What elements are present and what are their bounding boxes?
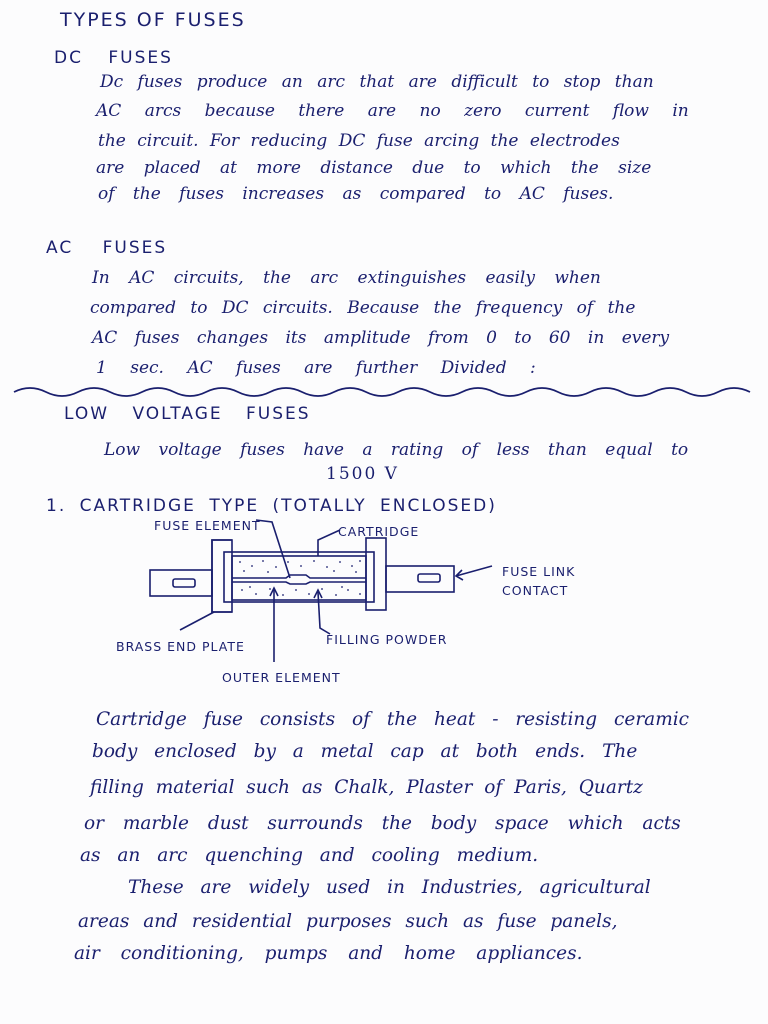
- dc-line-5: of the fuses increases as compared to AC fuses.: [98, 184, 614, 204]
- dc-line-1: Dc fuses produce an arc that are difficult to stop than: [100, 72, 654, 92]
- fuse-element-wire: [232, 575, 366, 578]
- ac-line-4: 1 sec. AC fuses are further Divided :: [96, 358, 536, 378]
- cartridge-fuse-diagram: [150, 520, 492, 662]
- dc-line-2: AC arcs because there are no zero current flow in: [96, 101, 689, 121]
- leader-fuse-element: [256, 520, 290, 578]
- label-outer-element: OUTER ELEMENT: [222, 670, 341, 685]
- cartridge-line-2: body enclosed by a metal cap at both ends. The: [92, 741, 638, 762]
- ceramic-body: [224, 552, 374, 602]
- label-fuse-element: FUSE ELEMENT: [154, 518, 261, 533]
- left-blade-slot: [173, 579, 195, 587]
- dc-heading: DC FUSES: [54, 48, 173, 68]
- label-contact: CONTACT: [502, 583, 569, 598]
- right-contact-blade: [386, 566, 454, 592]
- cartridge-line-8: air conditioning, pumps and home appliances.: [74, 943, 583, 964]
- leader-brass-end-plate: [180, 612, 214, 630]
- dc-line-4: are placed at more distance due to which the size: [96, 158, 652, 178]
- ac-heading: AC FUSES: [46, 238, 168, 258]
- lv-line-1: Low voltage fuses have a rating of less than equal to: [104, 440, 689, 460]
- ac-line-2: compared to DC circuits. Because the frequency of the: [90, 298, 636, 318]
- label-fuse-link: FUSE LINK: [502, 564, 576, 579]
- cartridge-line-3: filling material such as Chalk, Plaster of Paris, Quartz: [90, 777, 643, 798]
- dc-line-3: the circuit. For reducing DC fuse arcing the electrodes: [98, 131, 620, 151]
- cartridge-line-7: areas and residential purposes such as fuse panels,: [78, 911, 618, 932]
- label-brass-end-plate: BRASS END PLATE: [116, 639, 245, 654]
- right-end-cap: [366, 538, 386, 610]
- cartridge-heading: 1. CARTRIDGE TYPE (TOTALLY ENCLOSED): [46, 496, 497, 516]
- leader-filling-powder: [318, 592, 330, 634]
- cartridge-line-5: as an arc quenching and cooling medium.: [80, 845, 539, 866]
- lv-heading: LOW VOLTAGE FUSES: [64, 404, 311, 424]
- ac-line-1: In AC circuits, the arc extinguishes easily when: [92, 268, 601, 288]
- lv-line-2: 1500 V: [326, 464, 399, 484]
- cartridge-line-4: or marble dust surrounds the body space which acts: [84, 813, 681, 834]
- right-blade-slot: [418, 574, 440, 582]
- page-title: TYPES OF FUSES: [60, 9, 246, 31]
- wavy-divider: [14, 388, 750, 396]
- cartridge-line-6: These are widely used in Industries, agricultural: [128, 877, 651, 898]
- label-cartridge: CARTRIDGE: [338, 524, 420, 539]
- label-filling-powder: FILLING POWDER: [326, 632, 448, 647]
- ac-line-3: AC fuses changes its amplitude from 0 to 60 in every: [92, 328, 670, 348]
- cartridge-line-1: Cartridge fuse consists of the heat - resisting ceramic: [96, 709, 690, 730]
- left-contact-blade: [150, 570, 212, 596]
